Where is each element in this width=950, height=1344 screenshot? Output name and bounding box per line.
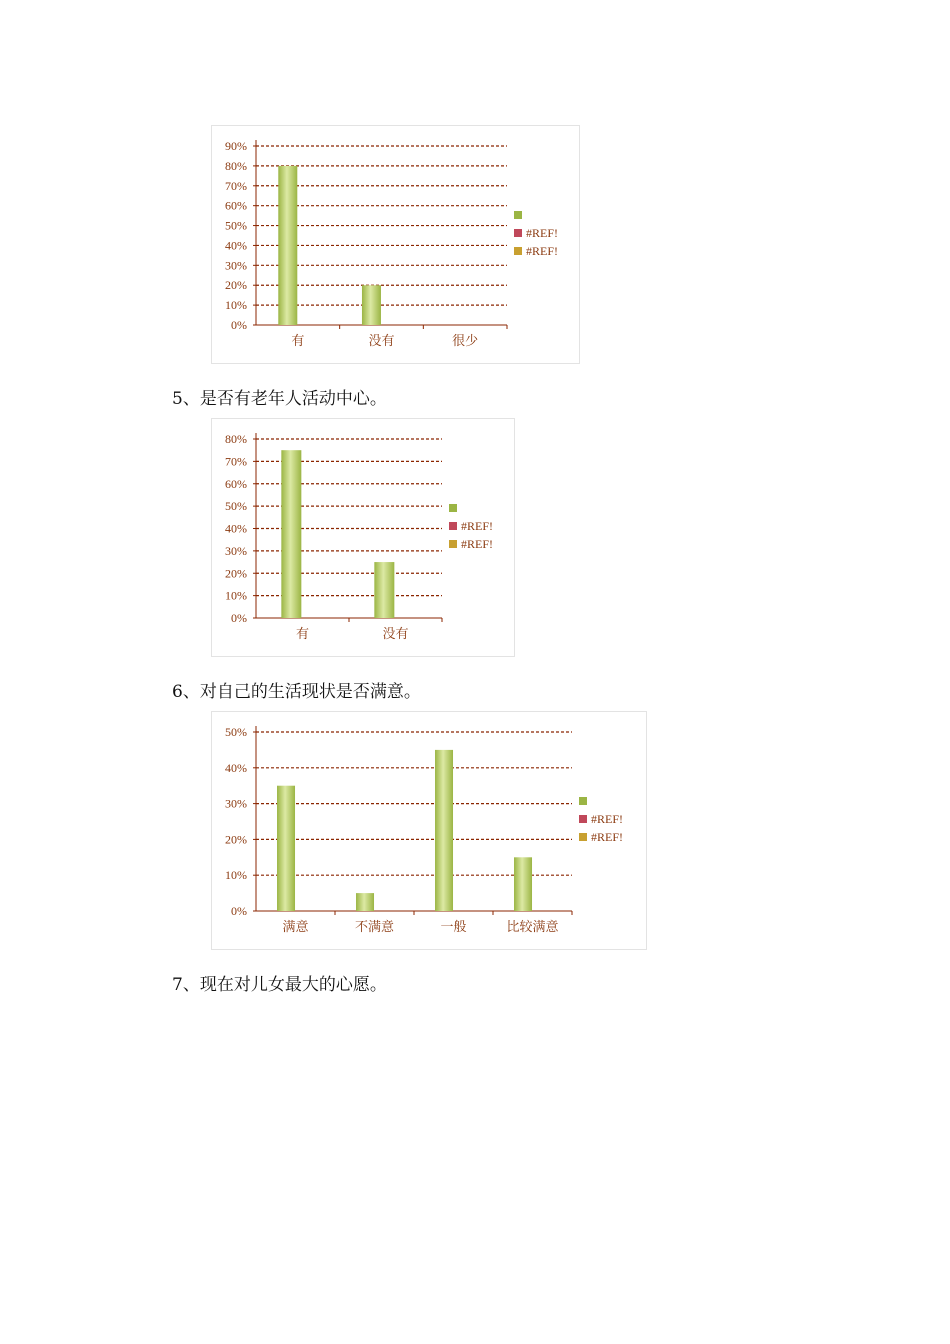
y-tick-label: 20% <box>225 566 247 581</box>
chart-2 <box>211 418 515 657</box>
x-category-label: 没有 <box>382 627 409 642</box>
bar <box>374 562 394 618</box>
chart-1 <box>211 125 580 364</box>
y-tick-label: 0% <box>231 318 247 332</box>
y-tick-label: 40% <box>225 760 247 775</box>
x-category-label: 没有 <box>368 334 395 349</box>
legend-label: #REF! <box>526 226 559 240</box>
y-tick-label: 30% <box>225 543 247 558</box>
bar <box>278 166 297 325</box>
bar <box>435 750 453 911</box>
bar <box>277 786 295 911</box>
y-tick-label: 50% <box>225 218 247 233</box>
x-category-label: 不满意 <box>354 920 395 935</box>
y-tick-label: 0% <box>231 904 247 918</box>
legend-label: #REF! <box>461 537 494 551</box>
y-tick-label: 40% <box>225 238 247 253</box>
y-tick-label: 0% <box>231 611 247 625</box>
y-tick-label: 90% <box>225 139 247 153</box>
x-category-label: 有 <box>295 627 310 642</box>
y-tick-label: 20% <box>225 832 247 847</box>
legend-swatch <box>449 504 457 512</box>
bar <box>362 285 381 325</box>
y-tick-label: 20% <box>225 278 247 293</box>
y-tick-label: 40% <box>225 521 247 536</box>
x-category-label: 一般 <box>440 920 467 935</box>
y-tick-label: 60% <box>225 198 247 213</box>
chart-3-svg <box>212 712 646 949</box>
chart-1-svg <box>212 126 579 363</box>
y-tick-label: 80% <box>225 432 247 446</box>
y-tick-label: 80% <box>225 158 247 173</box>
chart-2-svg <box>212 419 514 656</box>
legend-label: #REF! <box>526 244 559 258</box>
legend-swatch <box>579 815 587 823</box>
y-tick-label: 10% <box>225 868 247 883</box>
legend-label: #REF! <box>591 830 624 844</box>
legend-swatch <box>514 247 522 255</box>
x-category-label: 比较满意 <box>506 920 559 935</box>
legend-swatch <box>579 833 587 841</box>
legend-swatch <box>449 522 457 530</box>
y-tick-label: 10% <box>225 588 247 603</box>
question-6: 6、对自己的生活现状是否满意。 <box>172 682 421 702</box>
bar <box>514 857 532 911</box>
legend-label: #REF! <box>461 519 494 533</box>
question-7: 7、现在对儿女最大的心愿。 <box>172 975 387 995</box>
y-tick-label: 10% <box>225 298 247 313</box>
question-5: 5、是否有老年人活动中心。 <box>172 389 387 409</box>
legend-swatch <box>514 211 522 219</box>
y-tick-label: 60% <box>225 476 247 491</box>
chart-3 <box>211 711 647 950</box>
bar <box>281 450 301 618</box>
bar <box>356 893 374 911</box>
legend-label: #REF! <box>591 812 624 826</box>
x-category-label: 有 <box>291 334 305 349</box>
x-category-label: 满意 <box>282 920 309 935</box>
y-tick-label: 30% <box>225 796 247 811</box>
legend-swatch <box>449 540 457 548</box>
legend-swatch <box>514 229 522 237</box>
y-tick-label: 30% <box>225 258 247 273</box>
y-tick-label: 70% <box>225 454 247 469</box>
legend-swatch <box>579 797 587 805</box>
x-category-label: 很少 <box>452 334 479 349</box>
y-tick-label: 50% <box>225 499 247 514</box>
y-tick-label: 50% <box>225 725 247 739</box>
y-tick-label: 70% <box>225 178 247 193</box>
